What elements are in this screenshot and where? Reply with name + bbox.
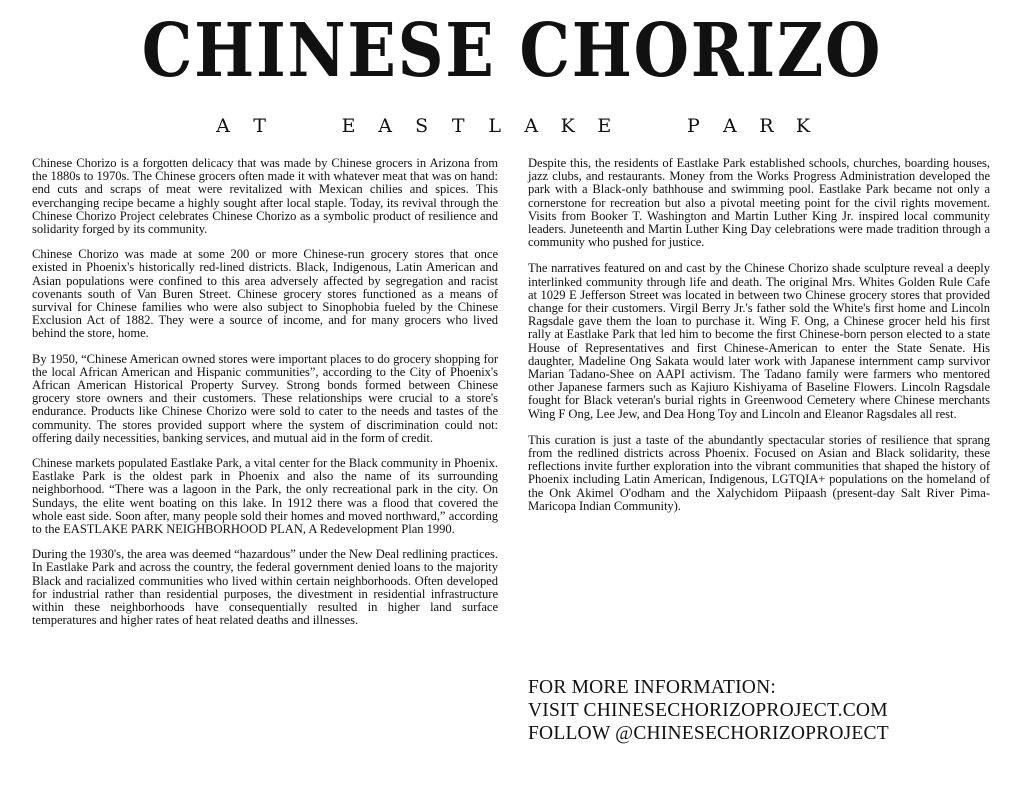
social-handle-link[interactable]: FOLLOW @CHINESECHORIZOPROJECT [528,723,889,744]
more-info-block [528,676,988,745]
paragraph-grocery-stores: Chinese Chorizo was made at some 200 or more Chinese-run grocery stores that once existed in Phoenix's historically red-lined districts. Black, Indigenous, Latin American and Asian populations were confined to this area adversely affected by segregation and racist covenants south of Van Buren Street. Chinese grocery stores functioned as a means of survival for Chinese families who were also subject to Sinophobia fueled by the Chinese Exclusion Act of 1882. They were a source of income, and for many grocers who lived behind the store, home. [32,247,498,341]
subtitle-letter: A [216,115,230,137]
subtitle-letter: T [451,115,465,137]
subtitle-letter: L [488,115,502,137]
subtitle-letter: P [686,115,700,137]
subtitle-letter: E [597,115,612,137]
subtitle-letter: K [795,115,811,137]
more-info-heading: FOR MORE INFORMATION: [528,677,776,698]
paragraph-narratives: The narratives featured on and cast by the Chinese Chorizo shade sculpture reveal a deeply interlinked community through life and death. The original Mrs. Whites Golden Rule Cafe at 1029 E Jefferson Street was located in between two Chinese grocery stores that provided change for their customers. Virgil Berry Jr.'s father sold the White's first home and Lincoln Ragsdale gave them the loan to purchase it. Wing F. Ong, a Chinese grocer held his first rally at Eastlake Park that led him to become the first Chinese-born person elected to a state House of Representatives and first Chinese-American to enter the State Senate. His daughter, Madeline Ong Sakata would later work with Japanese internment camp survivor Marian Tadano-Shee on AAPI activism. The Tadano family were farmers who mentored other Japanese farmers such as Kajiuro Kishiyama of Baseline Flowers. Lincoln Ragsdale fought for Black veteran's burial rights in Greenwood Cemetery where Chinese merchants Wing F Ong, Lee Jew, and Dea Hong Toy and Lincoln and Eleanor Ragsdales all rest. [528,261,990,421]
subtitle-letter: T [253,115,266,137]
subtitle-letter: A [524,115,539,137]
subtitle-letter: R [759,115,774,137]
subtitle-letter: S [415,115,429,137]
paragraph-residents: Despite this, the residents of Eastlake Park established schools, churches, boarding houses, jazz clubs, and restaurants. Money from the Works Progress Administration developed the park with a Black-only bathhouse and swimming pool. Eastlake Park became not only a cornerstone for recreation but also a pivotal meeting point for the civil rights movement. Visits from Booker T. Washington and Martin Luther King Jr. inspired local community leaders. Juneteenth and Martin Luther King Day celebrations were made tradition through a community who pushed for justice. [528,156,990,250]
page-subtitle [213,115,813,137]
website-link[interactable]: VISIT CHINESECHORIZOPROJECT.COM [528,700,888,721]
paragraph-curation: This curation is just a taste of the abundantly spectacular stories of resilience that sprang from the redlined districts across Phoenix. Focused on Asian and Black solidarity, these reflections invite further exploration into the vibrant communities that shaped the history of Phoenix including Latin American, Indigenous, LGTQIA+ populations on the homeland of the Onk Akimel O'odham and the Xalychidom Piipaash (present-day Salt River Pima-Maricopa Indian Community). [528,432,990,513]
subtitle-letter: K [560,115,575,137]
subtitle-letter: A [723,115,737,137]
page-title: CHINESE CHORIZO [141,8,883,94]
left-column [32,157,498,640]
paragraph-1950: By 1950, “Chinese American owned stores were important places to do grocery shopping for the local African American and Hispanic communities”, according to the City of Phoenix's African American Historical Property Survey. Strong bonds formed between Chinese grocery store owners and their customers. These relationships were crucial to a store's endurance. Products like Chinese Chorizo were sold to cater to the needs and tastes of the community. The stores provided support where the system of discrimination could not: offering daily necessities, banking services, and mutual aid in the form of credit. [32,351,498,445]
subtitle-spacer [286,115,322,137]
subtitle-letter: A [378,115,392,137]
right-column [528,157,990,525]
paragraph-redlining: During the 1930's, the area was deemed “hazardous” under the New Deal redlining practices. In Eastlake Park and across the country, the federal government denied loans to the majority Black and racialized communities who lived within certain neighborhoods. Often developed for industrial rather than residential purposes, the divestment in residential infrastructure within these neighborhoods have consequentially resulted in higher land surface temperatures and higher rates of heat related deaths and illnesses. [32,547,498,628]
paragraph-eastlake-park: Chinese markets populated Eastlake Park, a vital center for the Black community in Phoenix. Eastlake Park is the oldest park in Phoenix and also the name of its surrounding neighborhood. “There was a lagoon in the Park, the only recreational park in the city. On Sundays, the elite went boating on this lake. In 1912 there was a flood that covered the whole east side. Soon after, many people sold their homes and moved northward,” according to the EASTLAKE PARK NEIGHBORHOOD PLAN, A Redevelopment Plan 1990. [32,456,498,537]
subtitle-letter: E [341,115,356,137]
subtitle-spacer [631,115,667,137]
paragraph-origin: Chinese Chorizo is a forgotten delicacy that was made by Chinese grocers in Arizona from the 1880s to 1970s. The Chinese grocers often made it with whatever meat that was on hand: end cuts and scraps of meat were revitalized with Mexican chilies and spices. This everchanging recipe became a highly sought after local staple. Today, its revival through the Chinese Chorizo Project celebrates Chinese Chorizo as a symbolic product of resilience and solidarity forged by its community. [32,156,498,237]
